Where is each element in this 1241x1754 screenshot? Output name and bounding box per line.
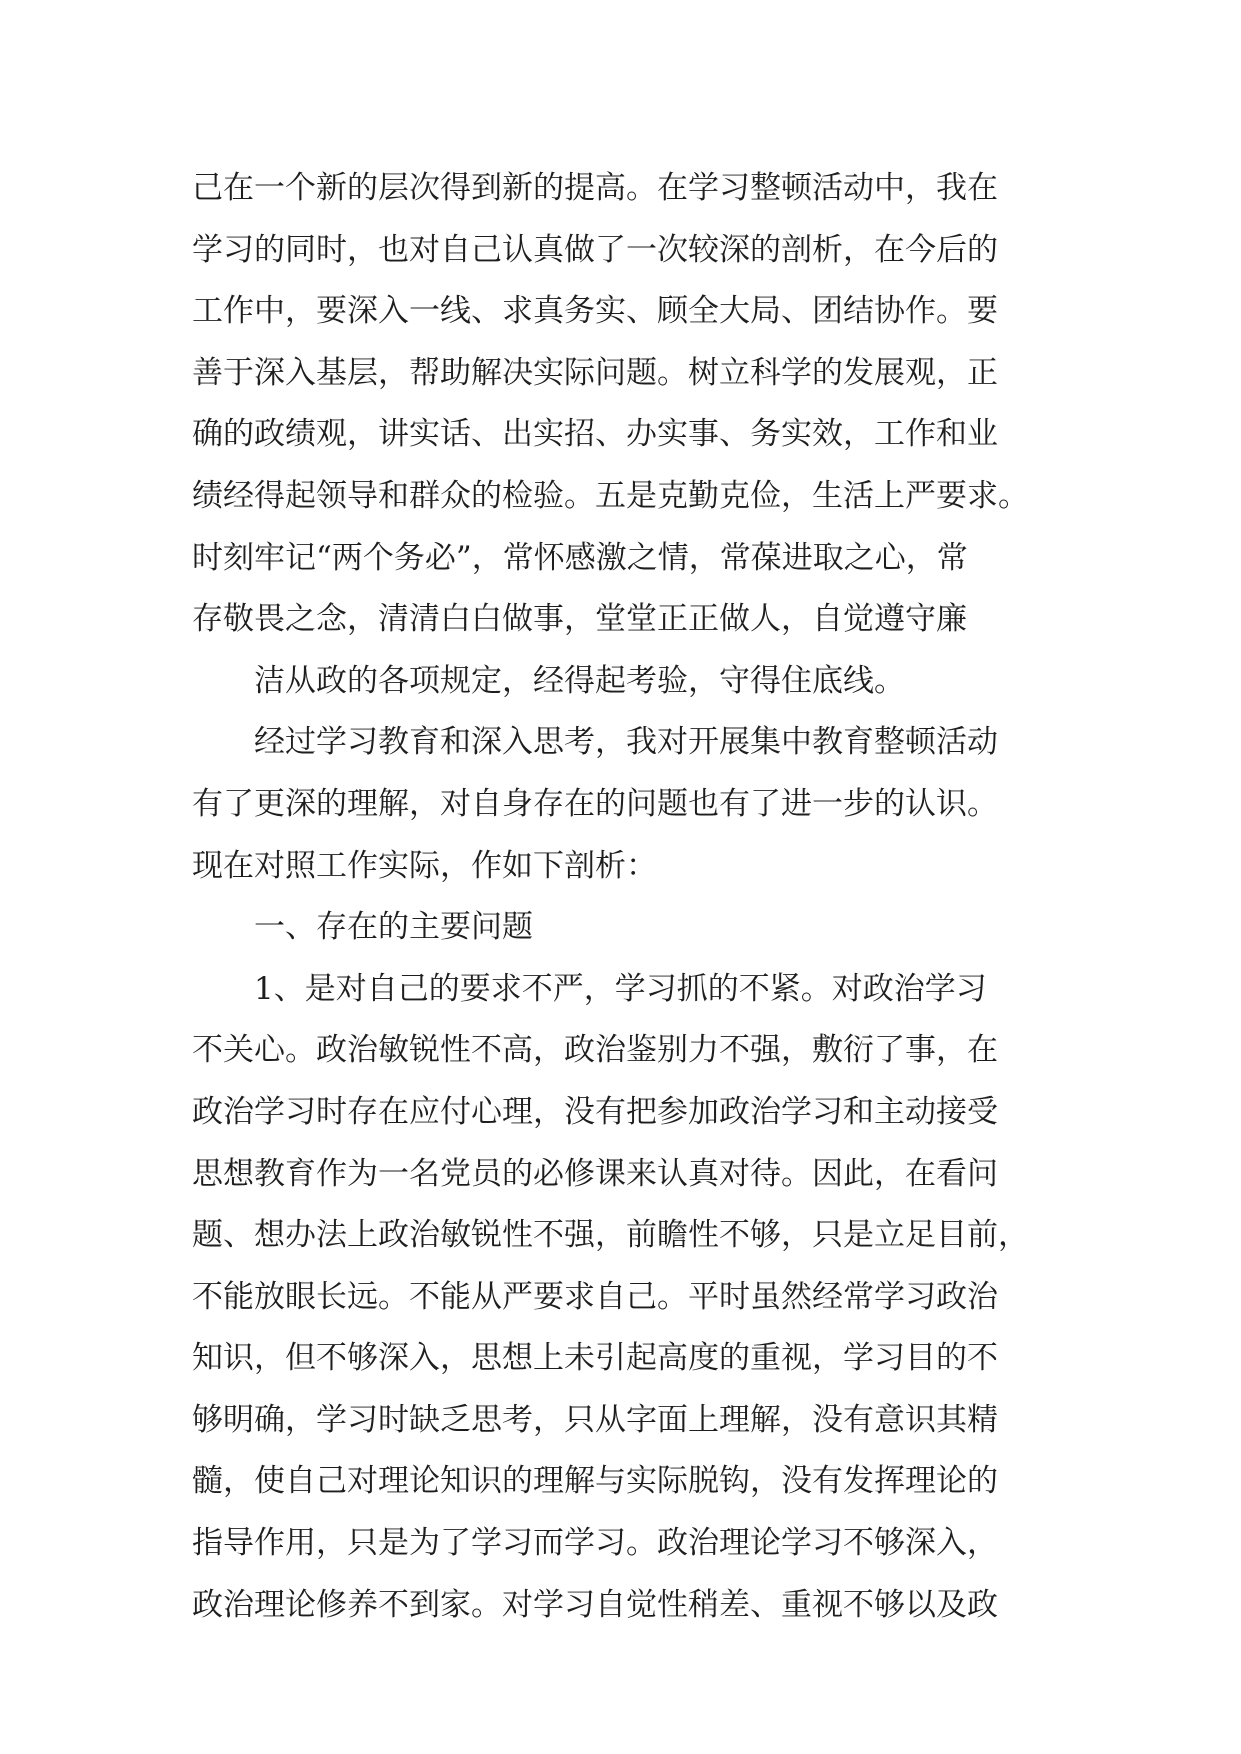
text-line: 绩经得起领导和群众的检验。五是克勤克俭，生活上严要求。 xyxy=(192,477,1029,514)
text-line: 思想教育作为一名党员的必修课来认真对待。因此，在看问 xyxy=(192,1155,998,1192)
text-line: 确的政绩观，讲实话、出实招、办实事、务实效，工作和业 xyxy=(192,416,998,453)
text-line: 政治学习时存在应付心理，没有把参加政治学习和主动接受 xyxy=(192,1093,998,1130)
text-line: 题、想办法上政治敏锐性不强，前瞻性不够，只是立足目前， xyxy=(192,1217,1029,1254)
text-line: 不关心。政治敏锐性不高，政治鉴别力不强，敷衍了事，在 xyxy=(192,1032,998,1069)
section-heading: 一、存在的主要问题 xyxy=(254,909,533,946)
text-line: 己在一个新的层次得到新的提高。在学习整顿活动中，我在 xyxy=(192,170,998,206)
text-line: 善于深入基层，帮助解决实际问题。树立科学的发展观，正 xyxy=(192,354,998,391)
text-line: 政治理论修养不到家。对学习自觉性稍差、重视不够以及政 xyxy=(192,1586,998,1623)
text-line: 存敬畏之念，清清白白做事，堂堂正正做人，自觉遵守廉 xyxy=(192,601,967,638)
text-line: 时刻牢记“两个务必”，常怀感激之情，常葆进取之心，常 xyxy=(192,539,968,576)
text-line: 指导作用，只是为了学习而学习。政治理论学习不够深入， xyxy=(192,1525,998,1562)
text-line: 够明确，学习时缺乏思考，只从字面上理解，没有意识其精 xyxy=(192,1401,998,1438)
text-line: 有了更深的理解，对自身存在的问题也有了进一步的认识。 xyxy=(192,785,998,822)
text-line: 现在对照工作实际，作如下剖析： xyxy=(192,847,657,884)
paragraph-start-line: 1、是对自己的要求不严，学习抓的不紧。对政治学习 xyxy=(254,970,987,1007)
paragraph-start-line: 经过学习教育和深入思考，我对开展集中教育整顿活动 xyxy=(254,724,998,761)
text-line: 不能放眼长远。不能从严要求自己。平时虽然经常学习政治 xyxy=(192,1278,998,1315)
document-body xyxy=(192,158,1050,1636)
text-line: 学习的同时，也对自己认真做了一次较深的剖析，在今后的 xyxy=(192,231,998,268)
text-line: 洁从政的各项规定，经得起考验，守得住底线。 xyxy=(254,662,905,699)
text-line: 髓，使自己对理论知识的理解与实际脱钩，没有发挥理论的 xyxy=(192,1463,998,1500)
text-line: 知识，但不够深入，思想上未引起高度的重视，学习目的不 xyxy=(192,1340,998,1377)
text-line: 工作中，要深入一线、求真务实、顾全大局、团结协作。要 xyxy=(192,293,998,330)
